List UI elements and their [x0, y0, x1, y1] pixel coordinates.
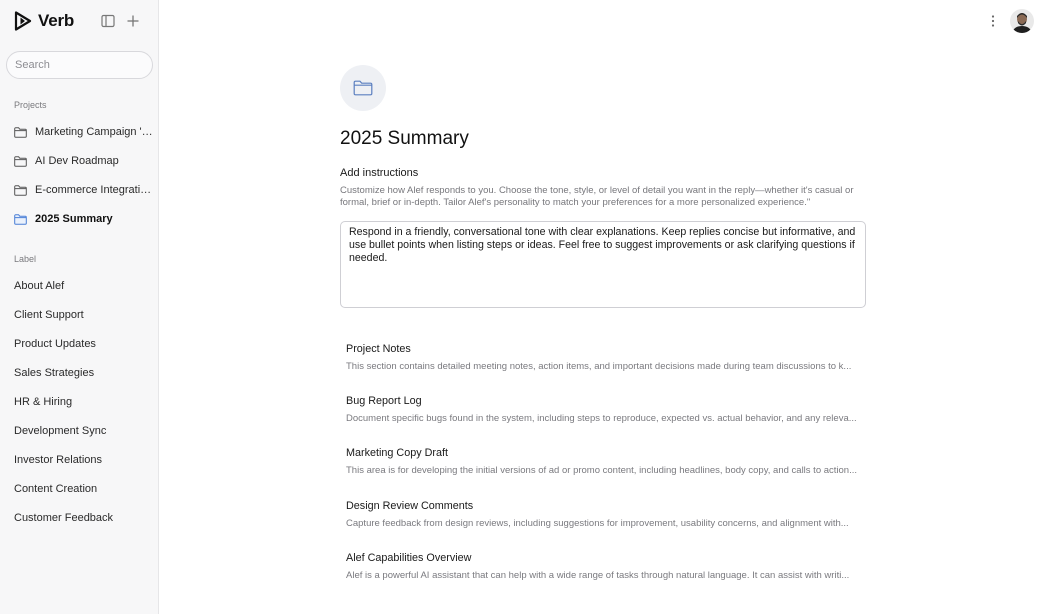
project-icon: [340, 65, 386, 111]
note-description: This section contains detailed meeting notes, action items, and important decisions made during team discussions to k...: [346, 361, 852, 372]
sidebar-toggle-icon[interactable]: [100, 13, 116, 29]
brand-name: Verb: [38, 11, 75, 30]
page-title: 2025 Summary: [340, 128, 469, 149]
instructions-textarea[interactable]: [340, 221, 866, 308]
folder-icon: [14, 185, 27, 196]
folder-icon: [14, 156, 27, 167]
label-item-development-sync[interactable]: Development Sync: [14, 425, 107, 437]
project-label: Marketing Campaign '…: [35, 126, 153, 138]
project-item-ai-dev-roadmap[interactable]: [14, 151, 154, 171]
instructions-description: Customize how Alef responds to you. Choose the tone, style, or level of detail you want in the reply—whether it's casual or formal, brief or in-depth. Tailor Alef's personality to match your preferences for a more personalized experience.": [340, 185, 854, 208]
label-item-hr-hiring[interactable]: HR & Hiring: [14, 396, 73, 408]
note-item-marketing-copy-draft[interactable]: [346, 447, 860, 476]
more-vertical-icon[interactable]: [990, 13, 996, 29]
note-description: Capture feedback from design reviews, including suggestions for improvement, usability concerns, and alignment with...: [346, 518, 849, 529]
label-item-investor-relations[interactable]: Investor Relations: [14, 454, 103, 466]
project-label: AI Dev Roadmap: [35, 155, 119, 167]
projects-heading: Projects: [14, 100, 47, 110]
note-title: Alef Capabilities Overview: [346, 552, 472, 564]
label-item-content-creation[interactable]: Content Creation: [14, 483, 98, 495]
project-label: E-commerce Integrati…: [35, 184, 152, 196]
note-item-design-review-comments[interactable]: [346, 500, 860, 529]
note-description: This area is for developing the initial versions of ad or promo content, including headlines, body copy, and calls to action...: [346, 465, 858, 476]
note-description: Alef is a powerful AI assistant that can help with a wide range of tasks through natural language. It can assist with writi...: [346, 570, 850, 581]
project-label: 2025 Summary: [35, 213, 113, 225]
search-input[interactable]: [6, 51, 153, 79]
label-item-about-alef[interactable]: About Alef: [14, 280, 65, 292]
note-title: Marketing Copy Draft: [346, 447, 449, 459]
label-item-product-updates[interactable]: Product Updates: [14, 338, 96, 350]
new-project-icon[interactable]: [125, 13, 141, 29]
note-title: Bug Report Log: [346, 395, 422, 407]
instructions-heading: Add instructions: [340, 167, 419, 179]
label-heading: Label: [14, 254, 37, 264]
folder-icon: [14, 214, 27, 225]
project-item-2025-summary[interactable]: [14, 209, 154, 229]
folder-icon: [353, 80, 373, 96]
label-item-sales-strategies[interactable]: Sales Strategies: [14, 367, 95, 379]
note-title: Design Review Comments: [346, 500, 474, 512]
project-item-marketing-campaign[interactable]: [14, 122, 154, 142]
verb-logo-icon: [14, 11, 32, 31]
user-avatar[interactable]: [1010, 9, 1034, 33]
project-item-ecommerce-integration[interactable]: [14, 180, 154, 200]
label-item-client-support[interactable]: Client Support: [14, 309, 84, 321]
folder-icon: [14, 127, 27, 138]
note-title: Project Notes: [346, 343, 411, 355]
sidebar: [0, 0, 159, 614]
note-item-bug-report-log[interactable]: [346, 395, 860, 424]
note-description: Document specific bugs found in the system, including steps to reproduce, expected vs. actual behavior, and any releva...: [346, 413, 857, 424]
note-item-alef-capabilities-overview[interactable]: [346, 552, 860, 581]
brand[interactable]: [14, 11, 74, 31]
label-item-customer-feedback[interactable]: Customer Feedback: [14, 512, 114, 524]
note-item-project-notes[interactable]: [346, 343, 860, 372]
